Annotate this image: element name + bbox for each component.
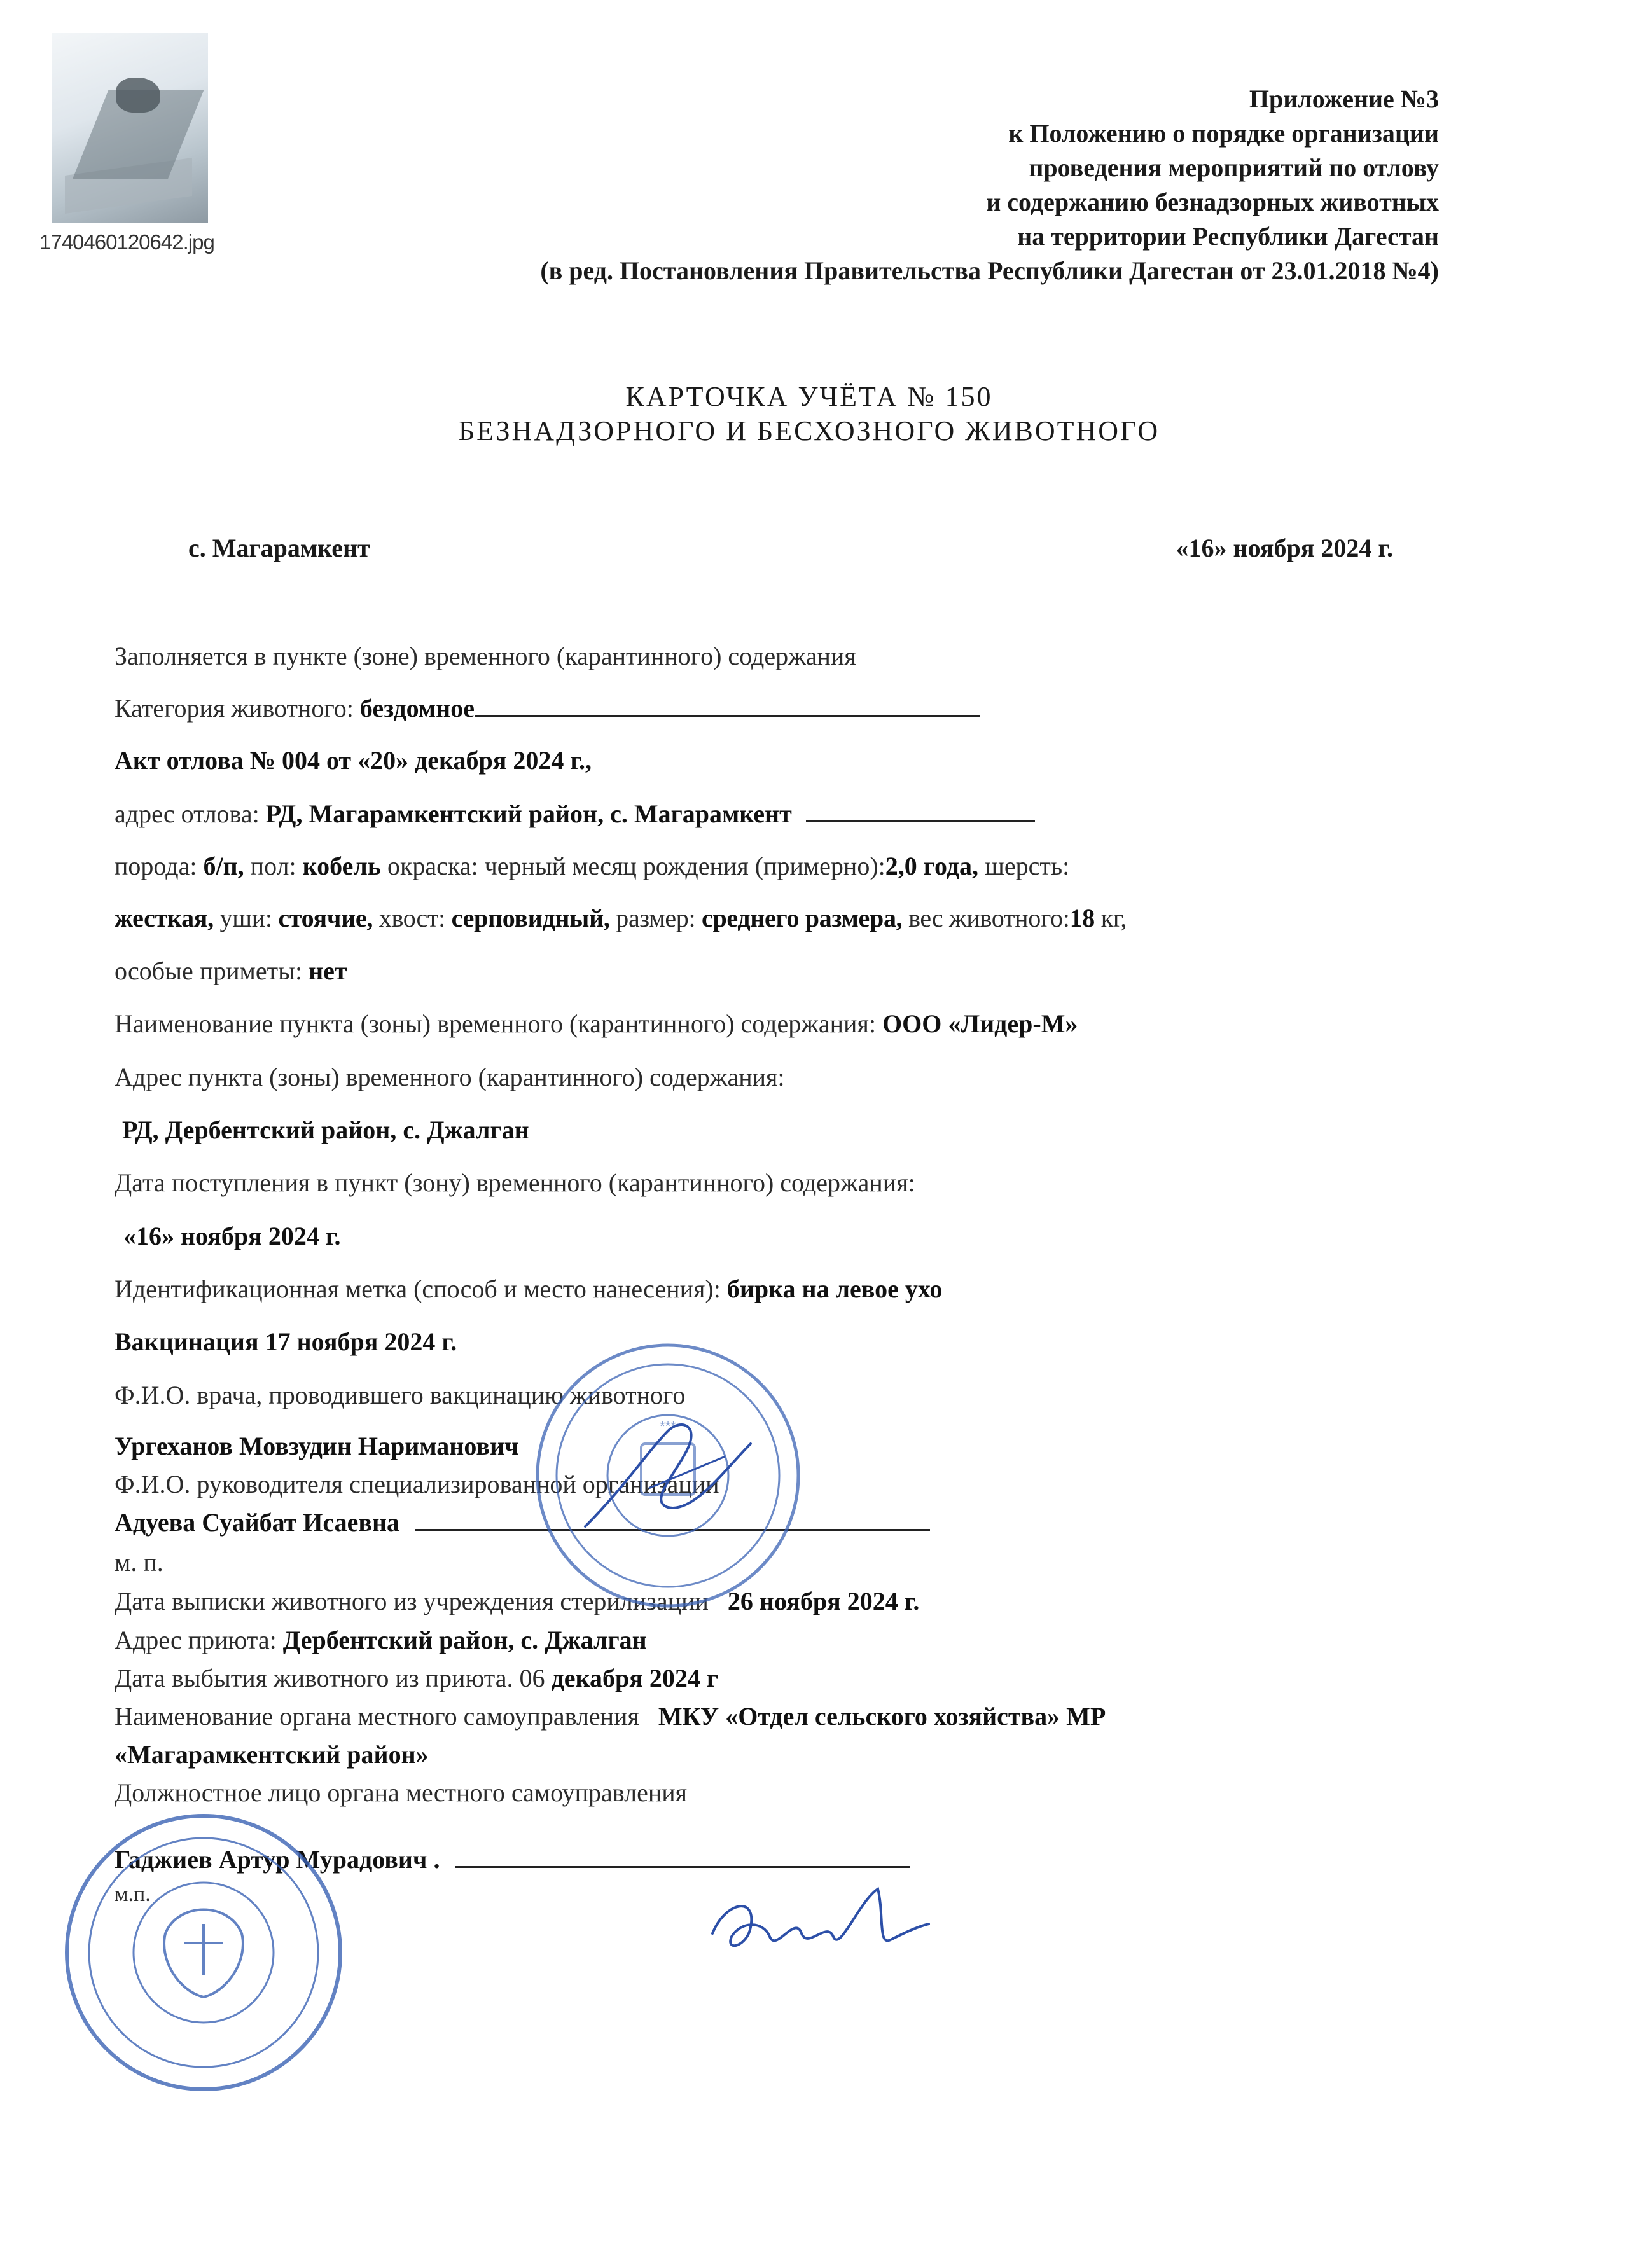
underline — [806, 800, 1035, 822]
header-line: на территории Республики Дагестан — [1017, 222, 1439, 251]
breed-line: порода: б/п, пол: кобель окраска: черный месяц рождения (примерно):2,0 года, шерсть: — [115, 852, 1070, 880]
discharge-line: Дата выписки животного из учреждения стерилизации 26 ноября 2024 г. — [115, 1587, 920, 1615]
underline — [475, 695, 980, 717]
header-line: (в ред. Постановления Правительства Республики Дагестан от 23.01.2018 №4) — [540, 256, 1439, 285]
head-name: Адуева Суайбат Исаевна — [115, 1508, 400, 1537]
card-subtitle: БЕЗНАДЗОРНОГО И БЕСХОЗНОГО ЖИВОТНОГО — [458, 415, 1160, 446]
catch-act: Акт отлова № 004 от «20» декабря 2024 г., — [115, 746, 592, 775]
card-title: КАРТОЧКА УЧЁТА № 150 — [625, 381, 993, 412]
official-name: Гаджиев Артур Мурадович . — [115, 1845, 440, 1874]
catch-address-value: РД, Магарамкентский район, с. Магарамкент — [265, 799, 792, 828]
filled-in-note: Заполняется в пункте (зоне) временного (карантинного) содержания — [115, 642, 856, 670]
vaccination: Вакцинация 17 ноября 2024 г. — [115, 1327, 457, 1356]
svg-text:***: *** — [660, 1418, 676, 1434]
vet-signature-icon — [573, 1412, 782, 1539]
special-marks-line: особые приметы: нет — [115, 957, 347, 985]
underline — [455, 1846, 910, 1868]
header-line: и содержанию безнадзорных животных — [986, 188, 1439, 216]
seal-mark: м.п. — [115, 1883, 151, 1906]
appendix-number: Приложение №3 — [1249, 85, 1439, 113]
category-value: бездомное — [359, 694, 475, 723]
card-date: «16» ноября 2024 г. — [1176, 534, 1393, 562]
header-line: к Положению о порядке организации — [1008, 119, 1439, 148]
header-line: проведения мероприятий по отлову — [1029, 153, 1439, 182]
catch-address-line: адрес отлова: РД, Магарамкентский район, с. Магарамкент — [115, 799, 1035, 829]
point-address-label: Адрес пункта (зоны) временного (карантинного) содержания: — [115, 1063, 785, 1091]
official-label: Должностное лицо органа местного самоуправления — [115, 1778, 688, 1807]
shelter-line: Адрес приюта: Дербентский район, с. Джалган — [115, 1626, 647, 1654]
seal-mark: м. п. — [115, 1548, 163, 1577]
official-signature-icon — [687, 1876, 935, 1972]
category-line: Категория животного: бездомное — [115, 693, 980, 723]
departure-line: Дата выбытия животного из приюта. 06 декабря 2024 г — [115, 1664, 719, 1692]
vet-name: Ургеханов Мовзудин Нариманович — [115, 1432, 519, 1460]
authority-line: Наименование органа местного самоуправления МКУ «Отдел сельского хозяйства» МР — [115, 1702, 1106, 1731]
authority-line-2: «Магарамкентский район» — [115, 1740, 429, 1769]
features-line: жесткая, уши: стоячие, хвост: серповидный, размер: среднего размера, вес животного:18 кг, — [115, 904, 1127, 932]
animal-photo-thumbnail — [52, 33, 208, 223]
head-label: Ф.И.О. руководителя специализированной организации — [115, 1470, 719, 1498]
id-tag-line: Идентификационная метка (способ и место нанесения): бирка на левое ухо — [115, 1275, 943, 1303]
arrival-date: «16» ноября 2024 г. — [123, 1222, 341, 1250]
point-name-line: Наименование пункта (зоны) временного (карантинного) содержания: ООО «Лидер-М» — [115, 1009, 1078, 1038]
point-address-value: РД, Дербентский район, с. Джалган — [122, 1116, 529, 1144]
place: с. Магарамкент — [188, 534, 370, 562]
arrival-label: Дата поступления в пункт (зону) временного (карантинного) содержания: — [115, 1168, 915, 1197]
photo-filename: 1740460120642.jpg — [39, 230, 214, 254]
vet-label: Ф.И.О. врача, проводившего вакцинацию животного — [115, 1381, 686, 1409]
municipal-stamp-icon — [57, 1806, 350, 2099]
